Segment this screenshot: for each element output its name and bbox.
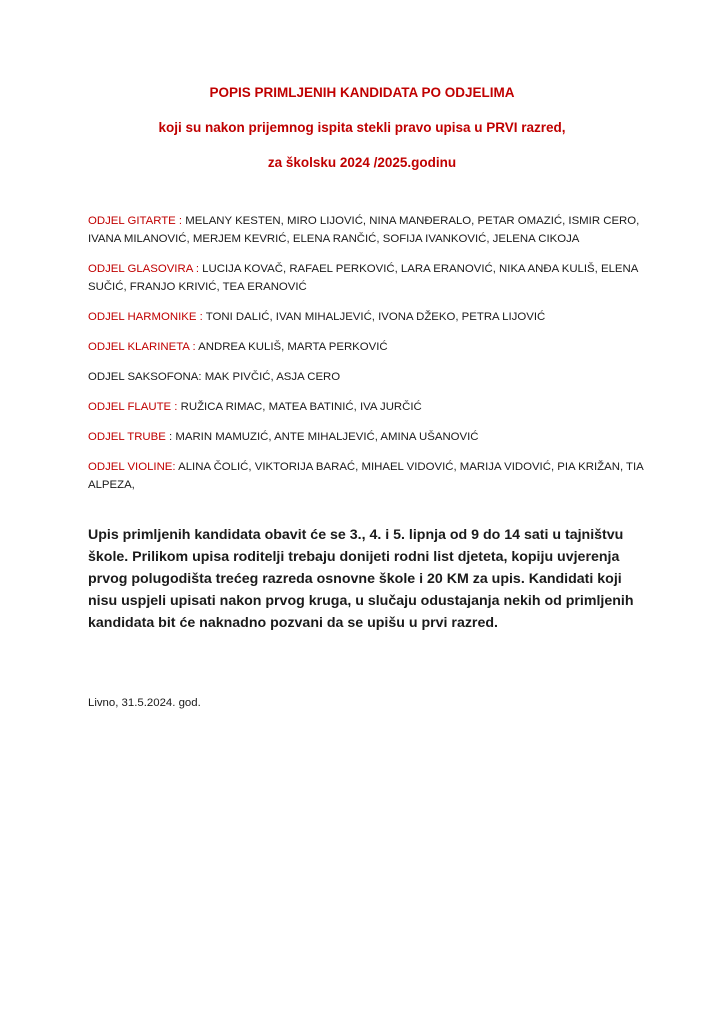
department-saxophone	[88, 368, 648, 386]
enrollment-notice: Upis primljenih kandidata obavit će se 3., 4. i 5. lipnja od 9 do 14 sati u tajništvu škole. Prilikom upisa roditelji trebaju donijeti rodni list djeteta, kopiju uvjerenja prvog polugodišta trećeg razreda osnovne škole i 20 KM za upis. Kandidati koji nisu uspjeli upisati nakon prvog kruga, u slučaju odustajanja nekih od primljenih kandidata bit će naknadno pozvani da se upišu u prvi razred.	[88, 527, 634, 631]
department-piano	[88, 260, 648, 296]
department-names: LUCIJA KOVAČ, RAFAEL PERKOVIĆ, LARA ERANOVIĆ, NIKA ANĐA KULIŠ, ELENA SUČIĆ, FRANJO KRIVIĆ, TEA ERANOVIĆ	[88, 263, 638, 293]
department-violin	[88, 458, 648, 494]
department-label: ODJEL VIOLINE:	[88, 461, 176, 473]
title-block	[0, 84, 724, 171]
department-clarinet	[88, 338, 648, 356]
school-year: za školsku 2024 /2025.godinu	[267, 155, 457, 170]
department-flute	[88, 398, 648, 416]
document-subtitle: koji su nakon prijemnog ispita stekli pravo upisa u PRVI razred,	[158, 120, 566, 135]
department-label: ODJEL FLAUTE :	[88, 401, 178, 413]
document-title: POPIS PRIMLJENIH KANDIDATA PO ODJELIMA	[209, 85, 515, 100]
department-label: ODJEL HARMONIKE :	[88, 311, 203, 323]
department-label: ODJEL TRUBE	[88, 431, 166, 443]
place-and-date: Livno, 31.5.2024. god.	[88, 697, 201, 709]
department-accordion	[88, 308, 648, 326]
department-trumpet	[88, 428, 648, 446]
department-names: : MARIN MAMUZIĆ, ANTE MIHALJEVIĆ, AMINA UŠANOVIĆ	[169, 431, 479, 443]
department-names: MELANY KESTEN, MIRO LIJOVIĆ, NINA MANĐERALO, PETAR OMAZIĆ, ISMIR CERO, IVANA MILANOVIĆ, MERJEM KEVRIĆ, ELENA RANČIĆ, SOFIJA IVANKOVIĆ, JELENA CIKOJA	[88, 215, 640, 245]
department-names: RUŽICA RIMAC, MATEA BATINIĆ, IVA JURČIĆ	[180, 401, 422, 413]
department-names: ALINA ČOLIĆ, VIKTORIJA BARAĆ, MIHAEL VIDOVIĆ, MARIJA VIDOVIĆ, PIA KRIŽAN, TIA ALPEZA,	[88, 461, 644, 491]
department-list	[88, 212, 648, 506]
department-label: ODJEL KLARINETA :	[88, 341, 196, 353]
department-names: TONI DALIĆ, IVAN MIHALJEVIĆ, IVONA DŽEKO, PETRA LIJOVIĆ	[205, 311, 546, 323]
department-label: ODJEL GLASOVIRA :	[88, 263, 199, 275]
department-guitar	[88, 212, 648, 248]
department-names: ANDREA KULIŠ, MARTA PERKOVIĆ	[198, 341, 388, 353]
department-label: ODJEL GITARTE :	[88, 215, 183, 227]
department-label: ODJEL SAKSOFONA:	[88, 371, 202, 383]
department-names: MAK PIVČIĆ, ASJA CERO	[204, 371, 341, 383]
